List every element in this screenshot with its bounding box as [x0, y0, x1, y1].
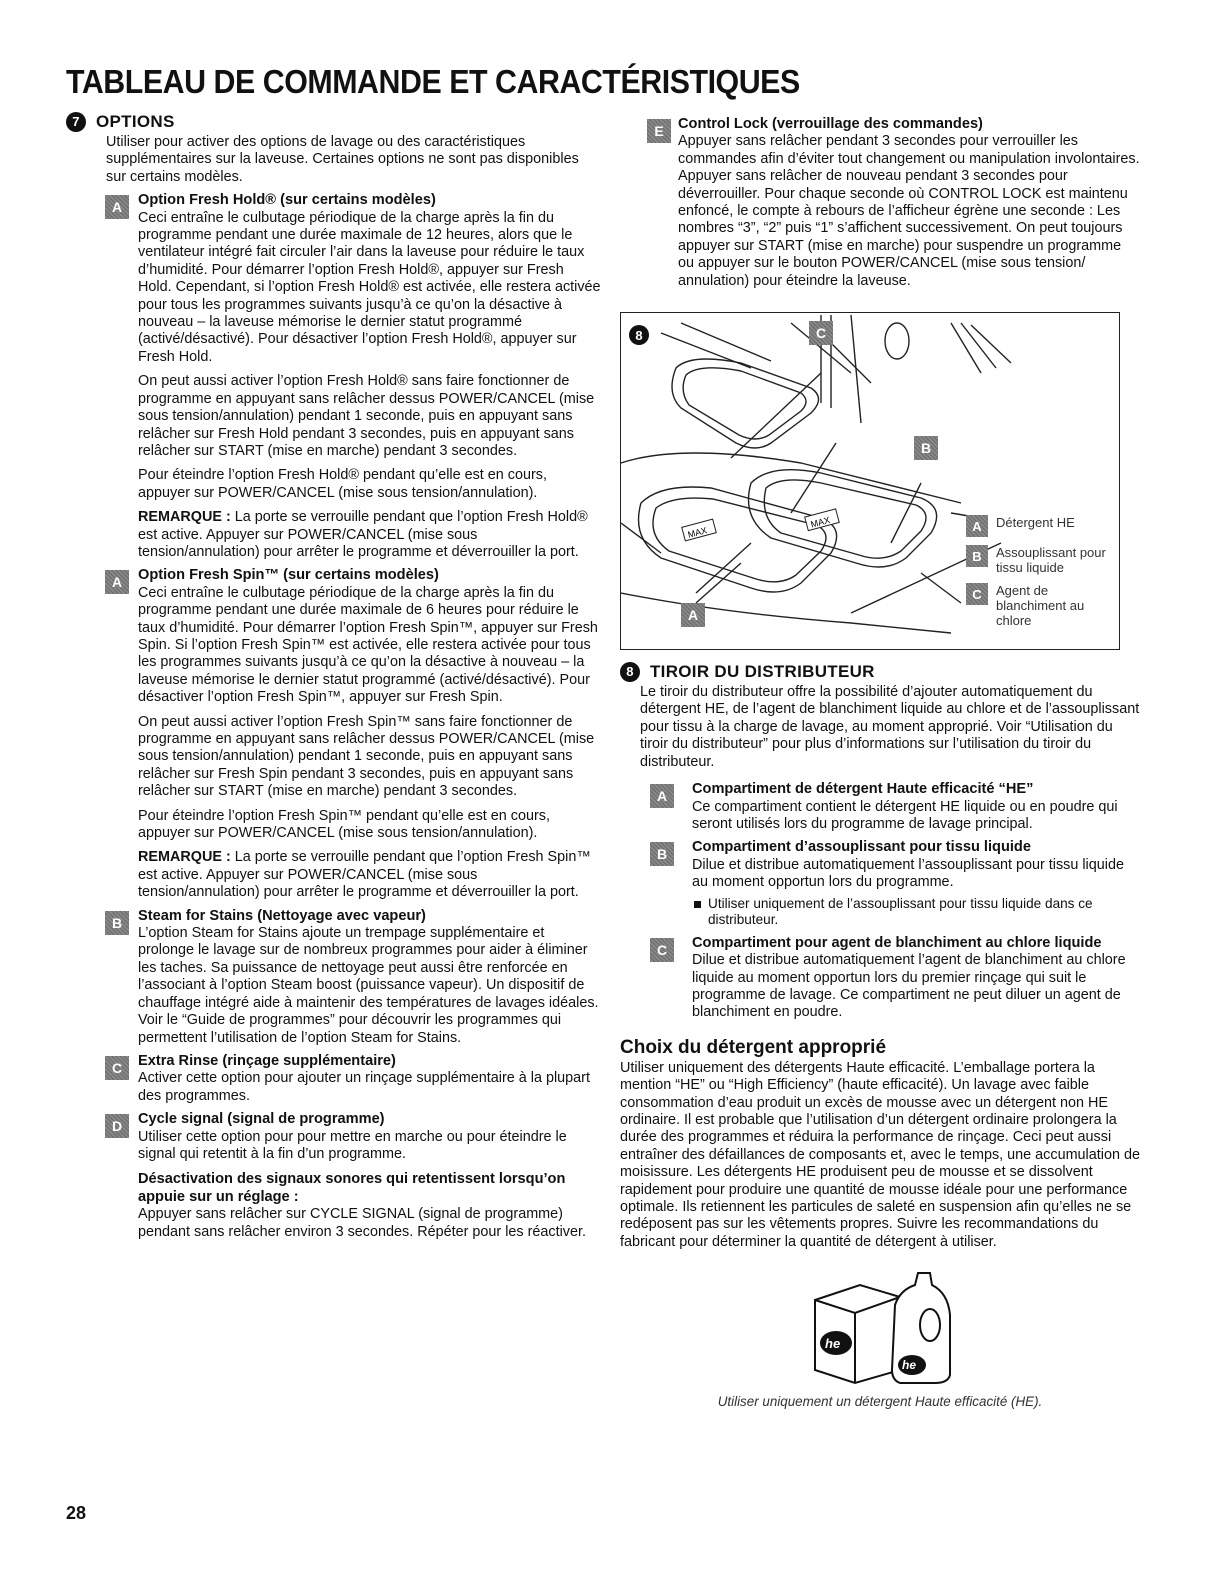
fresh-hold-p3: Pour éteindre l’option Fresh Hold® pendant qu’elle est en cours, appuyer sur POWER/CANCEL (mise sous tension/annulation).: [138, 467, 547, 501]
callout-a: A: [681, 603, 705, 627]
compartment-a-p1: Ce compartiment contient le détergent HE liquide ou en poudre qui seront utilisés lors du programme de lavage principal.: [692, 798, 1118, 832]
control-lock-p1: Appuyer sans relâcher pendant 3 secondes pour verrouiller les commandes afin d’éviter tout changement ou manipulation involontaires. Appuyer sans relâcher de nouveau pendant 3 secondes pour déverrouiller. Pour chaque seconde où CONTROL LOCK est maintenu enfoncé, le compte à rebours de l’afficheur égrène une seconde : Les nombres “3”, “2” puis “1” s’affichent successivement. On peut toujours appuyer sur START (mise en marche) pour suspendre un programme ou appuyer sur le bouton POWER/CANCEL (mise sous tension/ annulation) pour éteindre la laveuse.: [678, 133, 1140, 289]
detergent-heading: Choix du détergent approprié: [620, 1036, 887, 1058]
dispenser-compartment-c: [620, 935, 1140, 1022]
dispenser-compartment-a: [620, 781, 1140, 833]
steam-option: [66, 908, 601, 1047]
figure-legend: [966, 515, 1116, 636]
steam-title: Steam for Stains (Nettoyage avec vapeur): [138, 907, 426, 924]
page-number: 28: [66, 1503, 87, 1523]
options-heading-text: OPTIONS: [96, 112, 175, 131]
dispenser-intro: Le tiroir du distributeur offre la possibilité d’ajouter automatiquement du détergent HE, de l’agent de blanchiment liquide au chlore et de l’assouplissant pour tissu à la charge de lavage, au moment approprié. Voir “Utilisation du tiroir du distributeur” pour plus d’informations sur l’utilisation du tiroir du distributeur.: [640, 684, 1140, 770]
figure-number-badge: 8: [629, 325, 649, 345]
callout-b: B: [914, 436, 938, 460]
label-badge-c: C: [105, 1056, 129, 1080]
fresh-hold-remark: [138, 509, 601, 561]
options-heading: [66, 112, 601, 132]
fresh-hold-p2: On peut aussi activer l’option Fresh Hold® sans faire fonctionner de programme en appuyant sans relâcher dessus POWER/CANCEL (mise sous tension/annulation) pendant 1 seconde, puis en appuyant sans relâcher sur Fresh Hold pendant 3 secondes, puis en appuyant sans relâcher sur START (mise en marche) pendant 3 secondes.: [138, 373, 595, 459]
cycle-signal-p2: Appuyer sans relâcher sur CYCLE SIGNAL (signal de programme) pendant sans relâcher environ 3 secondes. Répéter pour les réactiver.: [138, 1206, 586, 1240]
compartment-b-bullet: Utiliser uniquement de l’assouplissant pour tissu liquide dans ce distributeur.: [692, 896, 1140, 929]
extra-rinse-p1: Activer cette option pour ajouter un rinçage supplémentaire à la plupart des programmes.: [138, 1070, 590, 1104]
he-logo-box: he: [825, 1336, 841, 1352]
max-label-1: MAX: [686, 525, 709, 540]
fresh-spin-p3: Pour éteindre l’option Fresh Spin™ pendant qu’elle est en cours, appuyer sur POWER/CANCEL (mise sous tension/annulation).: [138, 807, 550, 842]
steam-p1: L’option Steam for Stains ajoute un trempage supplémentaire et prolonge le lavage sur de nombreux programmes pour aider à éliminer les taches. Sa puissance de nettoyage peut aussi être renforcée en l’associant à l’option Steam boost (puissance vapeur). Un dispositif de chauffage intégré aide à maintenir des températures de lavages idéales. Voir le “Guide de programmes” pour découvrir les programmes qui permettent l’utilisation de l’option Steam for Stains.: [138, 925, 599, 1046]
options-intro: Utiliser pour activer des options de lavage ou des caractéristiques supplémentaires sur la laveuse. Certaines options ne sont pas disponibles sur certains modèles.: [106, 134, 579, 185]
signal-deactivation-subhead: Désactivation des signaux sonores qui retentissent lorsqu’on appuie sur un réglage :: [138, 1171, 566, 1205]
he-logo-bottle: he: [902, 1358, 917, 1373]
he-detergent-drawing: [800, 1265, 960, 1385]
section-number-badge: 8: [620, 662, 640, 682]
legend-item: [966, 545, 1116, 575]
cycle-signal-title: Cycle signal (signal de programme): [138, 1111, 385, 1128]
dispenser-heading: [620, 662, 1140, 682]
fresh-hold-option: [66, 192, 601, 561]
legend-label: Assouplissant pour tissu liquide: [996, 545, 1106, 576]
legend-item: [966, 515, 1116, 537]
he-detergent-illustration: [620, 1265, 1140, 1409]
dispenser-drawer-illustration: [620, 312, 1120, 650]
fresh-spin-p2: On peut aussi activer l’option Fresh Spin™ sans faire fonctionner de programme en appuyant sans relâcher dessus POWER/CANCEL (mise sous tension/annulation) pendant 1 seconde, puis en appuyant sans relâcher sur Fresh Spin pendant 3 secondes, puis en appuyant sans relâcher sur START (mise en marche) pendant 3 secondes.: [138, 713, 595, 800]
remark-label: REMARQUE :: [138, 509, 231, 526]
cycle-signal-p1: Utiliser cette option pour pour mettre en marche ou pour éteindre le signal qui retentit à la fin d’un programme.: [138, 1128, 567, 1162]
left-column: [66, 112, 601, 1241]
legend-item: [966, 583, 1116, 628]
compartment-c-title: Compartiment pour agent de blanchiment au chlore liquide: [692, 934, 1102, 951]
label-badge-a: A: [105, 195, 129, 219]
dispenser-heading-text: TIROIR DU DISTRIBUTEUR: [650, 662, 875, 682]
label-badge-a: A: [105, 570, 129, 594]
compartment-c-p1: Dilue et distribue automatiquement l’agent de blanchiment au chlore liquide au moment opportun lors du premier rinçage qui suit le programme de lavage. Ce compartiment ne peut diluer un agent de blanchiment en poudre.: [692, 952, 1126, 1021]
label-badge-b: B: [105, 911, 129, 935]
remark-text: La porte se verrouille pendant que l’option Fresh Hold® est active. Appuyer sur POWER/CANCEL (mise sous tension/annulation) pour arrêter le programme et déverrouiller la port.: [138, 509, 588, 560]
illustration-caption: Utiliser uniquement un détergent Haute efficacité (HE).: [717, 1394, 1043, 1410]
fresh-hold-title: Option Fresh Hold® (sur certains modèles): [138, 192, 436, 209]
legend-badge: A: [966, 515, 988, 537]
extra-rinse-option: [66, 1053, 601, 1105]
callout-c: C: [809, 321, 833, 345]
label-badge-b: B: [650, 842, 674, 866]
compartment-b-p1: Dilue et distribue automatiquement l’assouplissant pour tissu liquide au moment opportun lors du programme.: [692, 856, 1124, 891]
fresh-spin-option: [66, 567, 601, 901]
compartment-b-title: Compartiment d’assouplissant pour tissu liquide: [692, 839, 1031, 856]
dispenser-compartment-b: [620, 839, 1140, 928]
label-badge-e: E: [647, 119, 671, 143]
label-badge-a: A: [650, 784, 674, 808]
control-lock-title: Control Lock (verrouillage des commandes): [678, 116, 983, 132]
legend-label: Détergent HE: [996, 515, 1075, 531]
max-label-2: MAX: [809, 514, 832, 530]
legend-badge: C: [966, 583, 988, 605]
right-column: [620, 112, 1140, 1409]
detergent-p1: Utiliser uniquement des détergents Haute efficacité. L’emballage portera la mention “HE” ou “High Efficiency” (haute efficacité). Un lavage avec faible consommation d’eau produit un excès de mousse avec un détergent non HE ordinaire. Il est probable que l’utilisation d’un détergent ordinaire prolongera la durée des programmes et réduira la performance de rinçage. Ceci peut aussi entraîner des défaillances de composants et, avec le temps, une accumulation de moisissure. Les détergents HE produisent peu de mousse et se dissolvent rapidement pour produire une quantité de mousse idéale pour une performance optimale. Ils retiennent les particules de saleté en suspension afin qu’elles ne se redéposent pas sur les vêtements propres. Suivre les recommandations du fabricant pour déterminer la quantité de détergent à utiliser.: [620, 1059, 1140, 1250]
cycle-signal-option: [66, 1111, 601, 1241]
page-title: TABLEAU DE COMMANDE ET CARACTÉRISTIQUES: [66, 63, 800, 100]
fresh-spin-remark: [138, 849, 601, 901]
fresh-hold-p1: Ceci entraîne le culbutage périodique de la charge après la fin du programme pendant une durée maximale de 12 heures, alors que le ventilateur intégré fait circuler l’air dans la laveuse pour réduire le taux d’humidité. Pour démarrer l’option Fresh Hold®, appuyer sur Fresh Hold. Cependant, si l’option Fresh Hold® est activée, elle restera activée pour tous les programmes suivants jusqu’à ce qu’on la désactive à nouveau – la laveuse mémorise le dernier statut programmé (activé/désactivé). Pour désactiver l’option Fresh Hold®, appuyer sur Fresh Hold.: [138, 209, 601, 365]
extra-rinse-title: Extra Rinse (rinçage supplémentaire): [138, 1052, 396, 1069]
compartment-a-title: Compartiment de détergent Haute efficacité “HE”: [692, 781, 1034, 798]
section-number-badge: 7: [66, 112, 86, 132]
fresh-spin-title: Option Fresh Spin™ (sur certains modèles): [138, 567, 439, 584]
max-labels: [682, 509, 839, 541]
remark-text: La porte se verrouille pendant que l’option Fresh Spin™ est active. Appuyer sur POWER/CANCEL (mise sous tension/annulation) pour arrêter le programme et déverrouiller la port.: [138, 849, 591, 901]
label-badge-c: C: [650, 938, 674, 962]
remark-label: REMARQUE :: [138, 849, 231, 866]
fresh-spin-p1: Ceci entraîne le culbutage périodique de la charge après la fin du programme pendant une durée maximale de 6 heures pour réduire le taux d’humidité. Pour démarrer l’option Fresh Spin™, appuyer sur Fresh Spin. Si l’option Fresh Spin™ est activée, elle restera activée pour tous les programmes suivants jusqu’à ce qu’on la désactive à nouveau – la laveuse mémorise le dernier statut programmé (activé/désactivé). Pour désactiver l’option Fresh Spin™, appuyer sur Fresh Spin.: [138, 584, 598, 706]
control-lock-option: [620, 116, 1140, 290]
legend-label: Agent de blanchiment au chlore: [996, 583, 1085, 629]
legend-badge: B: [966, 545, 988, 567]
label-badge-d: D: [105, 1114, 129, 1138]
